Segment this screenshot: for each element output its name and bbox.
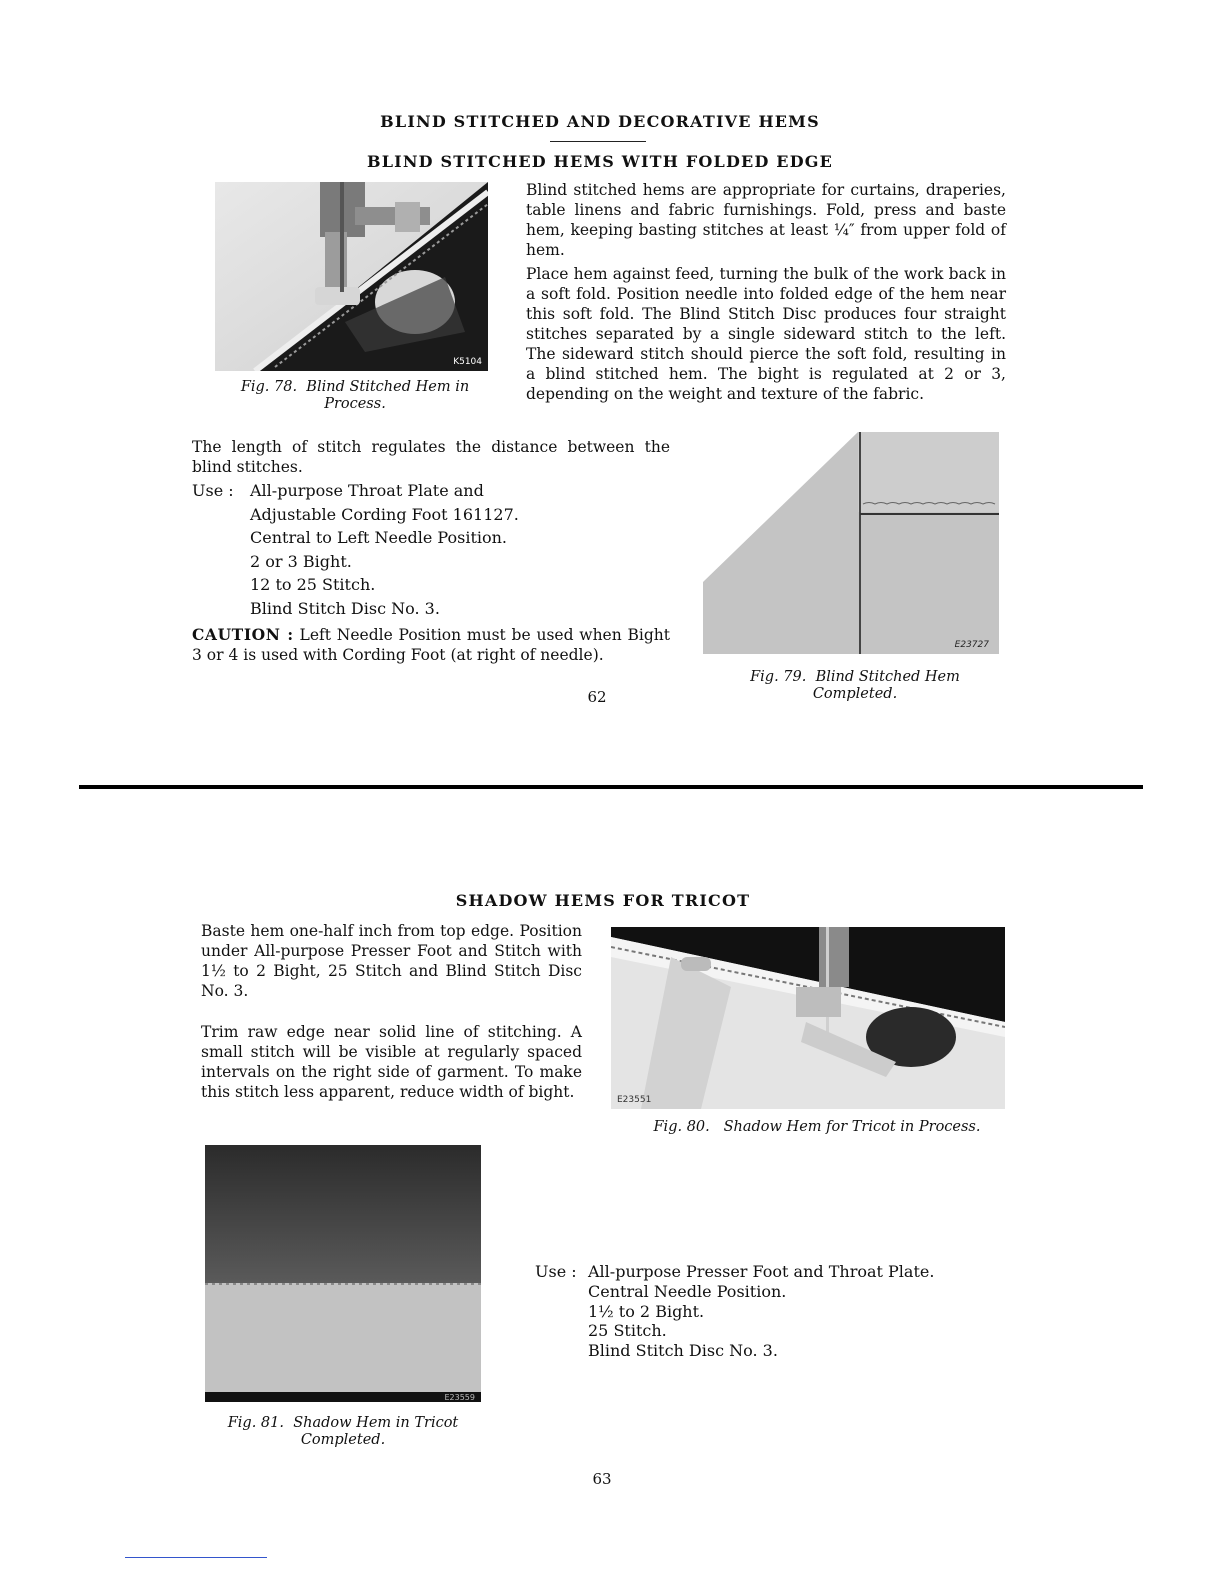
fig80-caption bbox=[612, 1119, 1022, 1136]
use-item: All-purpose Throat Plate and bbox=[250, 481, 484, 500]
fig79-caption-line1: Blind Stitched Hem bbox=[815, 669, 960, 685]
fig78-label: Fig. 78. bbox=[240, 379, 298, 395]
fig81-label: Fig. 81. bbox=[227, 1415, 284, 1431]
fig81-caption bbox=[205, 1415, 481, 1449]
fig81-caption-line1: Shadow Hem in Tricot bbox=[293, 1415, 459, 1431]
page-number-bottom: 63 bbox=[592, 1470, 612, 1488]
fig78-code: K5104 bbox=[453, 357, 482, 367]
placement-paragraph: Place hem against feed, turning the bulk of the work back in a soft fold. Position needle into folded edge of the hem near this soft fold. The Blind Stitch Disc produces four straight stitches separated by a single sideward stitch to the left. The sideward stitch should pierce the soft fold, resulting in a blind stitched hem. The bight is regulated at 2 or 3, depending on the weight and texture of the fabric. bbox=[526, 265, 1006, 403]
use-item: 25 Stitch. bbox=[588, 1321, 667, 1341]
fig79-code: E23727 bbox=[954, 640, 989, 650]
caution-label: CAUTION : bbox=[192, 625, 294, 644]
fig81-code: E23559 bbox=[444, 1393, 475, 1402]
use-list-bottom bbox=[535, 1262, 1015, 1361]
use-item: 1½ to 2 Bight. bbox=[588, 1301, 705, 1321]
use-label: Use : bbox=[535, 1262, 577, 1281]
title-divider bbox=[550, 141, 646, 142]
use-label: Use : bbox=[192, 481, 234, 500]
fig78-caption-line1: Blind Stitched Hem in bbox=[306, 379, 470, 395]
intro-paragraph: Blind stitched hems are appropriate for curtains, draperies, table linens and fabric furnishings. Fold, press and baste hem, keeping basting stitches at least ¼″ from upper fold of hem. bbox=[526, 181, 1006, 259]
use-item: Blind Stitch Disc No. 3. bbox=[588, 1341, 778, 1361]
fig78-caption bbox=[220, 379, 490, 413]
fig79-caption-line2: Completed. bbox=[812, 686, 898, 702]
trim-paragraph: Trim raw edge near solid line of stitching. A small stitch will be visible at regularly spaced intervals on the right side of garment. To make this stitch less apparent, reduce width of bight. bbox=[201, 1023, 582, 1101]
fig79-photo bbox=[703, 432, 999, 654]
use-item: Blind Stitch Disc No. 3. bbox=[250, 598, 440, 618]
fig79-label: Fig. 79. bbox=[750, 669, 807, 685]
baste-paragraph: Baste hem one-half inch from top edge. Position under All-purpose Presser Foot and Stitch with 1½ to 2 Bight, 25 Stitch and Blind Stitch Disc No. 3. bbox=[201, 922, 582, 1000]
page-separator bbox=[79, 785, 1143, 789]
fig80-photo bbox=[611, 927, 1005, 1109]
subsection-title: BLIND STITCHED HEMS WITH FOLDED EDGE bbox=[366, 152, 834, 171]
shadow-hems-title: SHADOW HEMS FOR TRICOT bbox=[455, 891, 751, 910]
caution-note bbox=[192, 625, 670, 665]
section-title: BLIND STITCHED AND DECORATIVE HEMS bbox=[380, 112, 820, 131]
fig80-label: Fig. 80. bbox=[653, 1119, 710, 1135]
use-item: 2 or 3 Bight. bbox=[250, 551, 352, 571]
use-item: Central Needle Position. bbox=[588, 1281, 787, 1301]
use-item: All-purpose Presser Foot and Throat Plate. bbox=[588, 1262, 935, 1281]
use-item: 12 to 25 Stitch. bbox=[250, 575, 376, 594]
fig81-photo bbox=[205, 1145, 481, 1402]
use-item: Central to Left Needle Position. bbox=[250, 528, 508, 547]
footer-rule bbox=[125, 1557, 267, 1558]
use-list-top bbox=[192, 479, 670, 620]
fig80-caption-text: Shadow Hem for Tricot in Process. bbox=[723, 1119, 981, 1135]
fig78-caption-line2: Process. bbox=[324, 396, 386, 412]
page-number-top: 62 bbox=[587, 688, 607, 706]
fig80-code: E23551 bbox=[617, 1095, 652, 1105]
fig81-caption-line2: Completed. bbox=[300, 1432, 386, 1448]
caution-text: Left Needle Position must be used when Bight 3 or 4 is used with Cording Foot (at right of needle). bbox=[192, 626, 670, 664]
fig79-caption bbox=[710, 669, 1000, 703]
fig78-photo bbox=[215, 182, 488, 371]
stitch-length-paragraph: The length of stitch regulates the distance between the blind stitches. bbox=[192, 438, 670, 476]
use-item: Adjustable Cording Foot 161127. bbox=[250, 504, 519, 524]
